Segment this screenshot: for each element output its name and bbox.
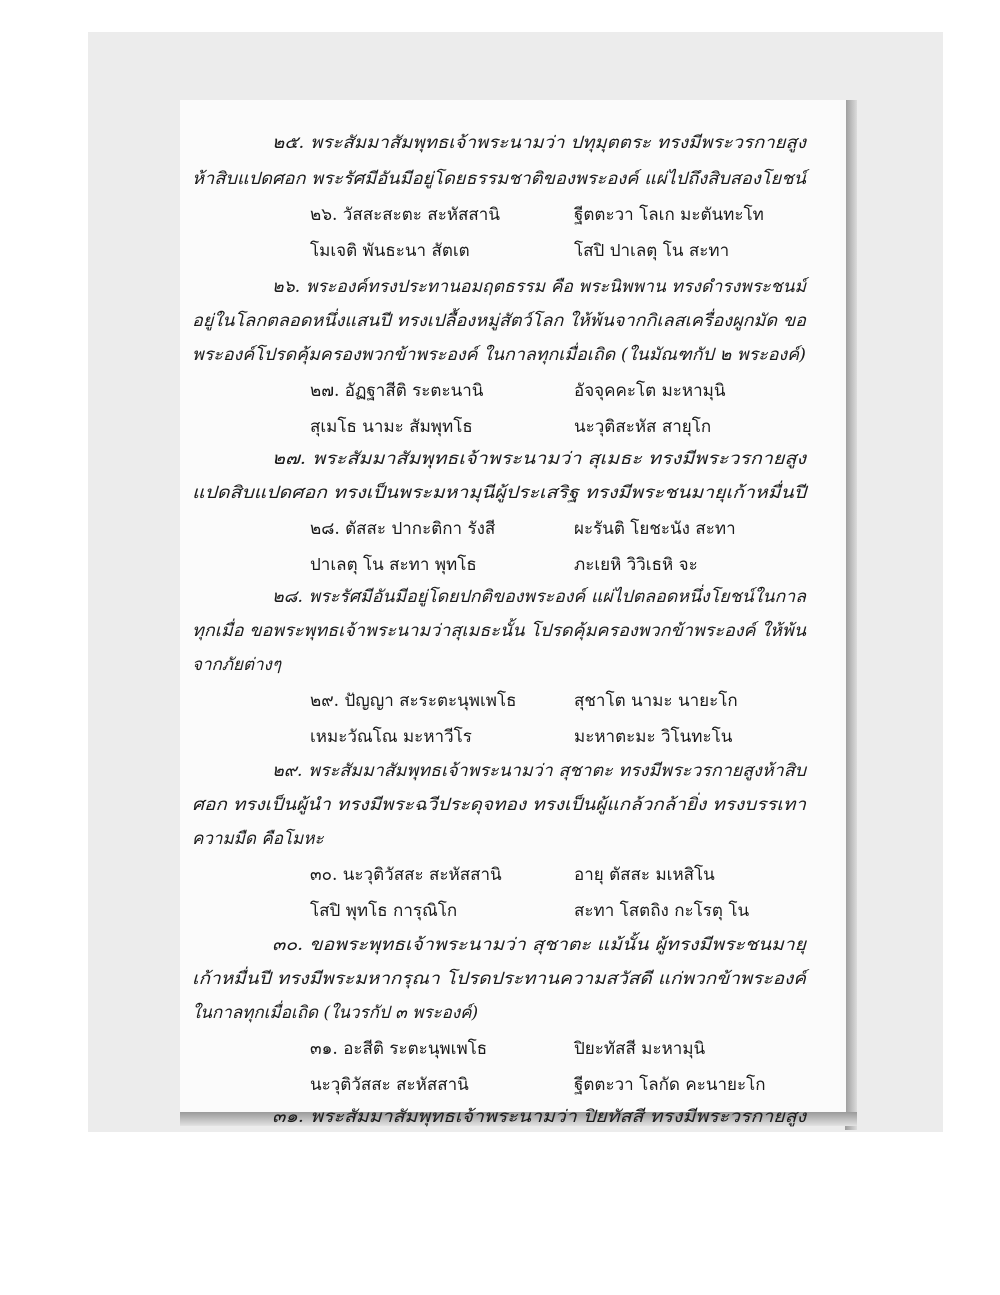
verse-line-left: สุเมโธ นามะ สัมพุทโธ (310, 417, 473, 437)
prose-line: ๒๕. พระสัมมาสัมพุทธเจ้าพระนามว่า ปทุมุตตระ ทรงมีพระวรกายสูง (272, 133, 806, 153)
prose-line: ความมืด คือโมหะ (192, 829, 324, 849)
verse-line-left: ๒๘. ตัสสะ ปากะติกา รังสี (310, 519, 496, 539)
verse-line-left: นะวุติวัสสะ สะหัสสานิ (310, 1075, 469, 1095)
prose-line: ๒๙. พระสัมมาสัมพุทธเจ้าพระนามว่า สุชาตะ ทรงมีพระวรกายสูงห้าสิบ (272, 761, 806, 781)
verse-line-left: โสปิ พุทโธ การุณิโก (310, 901, 458, 921)
prose-line: ทุกเมื่อ ขอพระพุทธเจ้าพระนามว่าสุเมธะนั้น โปรดคุ้มครองพวกข้าพระองค์ ให้พ้น (192, 621, 806, 641)
verse-line-left: โมเจติ พันธะนา สัตเต (310, 241, 470, 261)
verse-line-right: มะหาตะมะ วิโนทะโน (574, 727, 733, 747)
verse-line-right: นะวุติสะหัส สายุโก (574, 417, 712, 437)
prose-line: ๓๐. ขอพระพุทธเจ้าพระนามว่า สุชาตะ แม้นั้น ผู้ทรงมีพระชนมายุ (272, 935, 806, 955)
prose-line: อยู่ในโลกตลอดหนึ่งแสนปี ทรงเปลื้องหมู่สัตว์โลก ให้พ้นจากกิเลสเครื่องผูกมัด ขอ (192, 311, 806, 331)
verse-line-right: ฐีตตะวา โลกัด คะนายะโก (574, 1075, 766, 1095)
verse-line-right: อัจจุคคะโต มะหามุนิ (574, 381, 726, 401)
page-shadow-right (845, 100, 857, 1130)
prose-line: เก้าหมื่นปี ทรงมีพระมหากรุณา โปรดประทานความสวัสดี แก่พวกข้าพระองค์ (192, 969, 806, 989)
prose-line: ห้าสิบแปดศอก พระรัศมีอันมีอยู่โดยธรรมชาติของพระองค์ แผ่ไปถึงสิบสองโยชน์ (192, 169, 806, 189)
verse-line-left: เหมะวัณโณ มะหาวีโร (310, 727, 472, 747)
prose-line: ๓๑. พระสัมมาสัมพุทธเจ้าพระนามว่า ปิยทัสสี ทรงมีพระวรกายสูง (272, 1107, 806, 1127)
prose-line: ศอก ทรงเป็นผู้นำ ทรงมีพระฉวีประดุจทอง ทรงเป็นผู้แกล้วกล้ายิ่ง ทรงบรรเทา (192, 795, 807, 815)
prose-line: ๒๗. พระสัมมาสัมพุทธเจ้าพระนามว่า สุเมธะ ทรงมีพระวรกายสูง (272, 449, 806, 469)
verse-line-left: ๒๖. วัสสะสะตะ สะหัสสานิ (310, 205, 500, 225)
prose-line: ในกาลทุกเมื่อเถิด (ในวรกัป ๓ พระองค์) (192, 1003, 479, 1023)
verse-line-right: สุชาโต นามะ นายะโก (574, 691, 738, 711)
prose-line: ๒๘. พระรัศมีอันมีอยู่โดยปกติของพระองค์ แผ่ไปตลอดหนึ่งโยชน์ในกาล (272, 587, 806, 607)
prose-line: ๒๖. พระองค์ทรงประทานอมฤตธรรม คือ พระนิพพาน ทรงดำรงพระชนม์ (272, 277, 806, 297)
verse-line-right: ผะรันติ โยชะนัง สะทา (574, 519, 736, 539)
verse-line-left: ๒๙. ปัญญา สะระตะนุพเพโธ (310, 691, 517, 711)
prose-line: จากภัยต่างๆ (192, 655, 281, 675)
verse-line-left: ปาเลตุ โน สะทา พุทโธ (310, 555, 477, 575)
prose-line: พระองค์โปรดคุ้มครองพวกข้าพระองค์ ในกาลทุกเมื่อเถิด (ในมัณฑกัป ๒ พระองค์) (192, 345, 806, 365)
verse-line-right: ฐีตตะวา โลเก มะตันทะโท (574, 205, 764, 225)
verse-line-left: ๒๗. อัฏฐาสีติ ระตะนานิ (310, 381, 484, 401)
verse-line-left: ๓๑. อะสีติ ระตะนุพเพโธ (310, 1039, 488, 1059)
verse-line-right: สะทา โสตถิง กะโรตุ โน (574, 901, 750, 921)
verse-line-right: อายุ ตัสสะ มเหสิโน (574, 865, 715, 885)
verse-line-right: โสปิ ปาเลตุ โน สะทา (574, 241, 730, 261)
prose-line: แปดสิบแปดศอก ทรงเป็นพระมหามุนีผู้ประเสริฐ ทรงมีพระชนมายุเก้าหมื่นปี (192, 483, 806, 503)
verse-line-right: ภะเยหิ วิวิเธหิ จะ (574, 555, 698, 575)
verse-line-left: ๓๐. นะวุติวัสสะ สะหัสสานิ (310, 865, 502, 885)
verse-line-right: ปิยะทัสสี มะหามุนิ (574, 1039, 706, 1059)
